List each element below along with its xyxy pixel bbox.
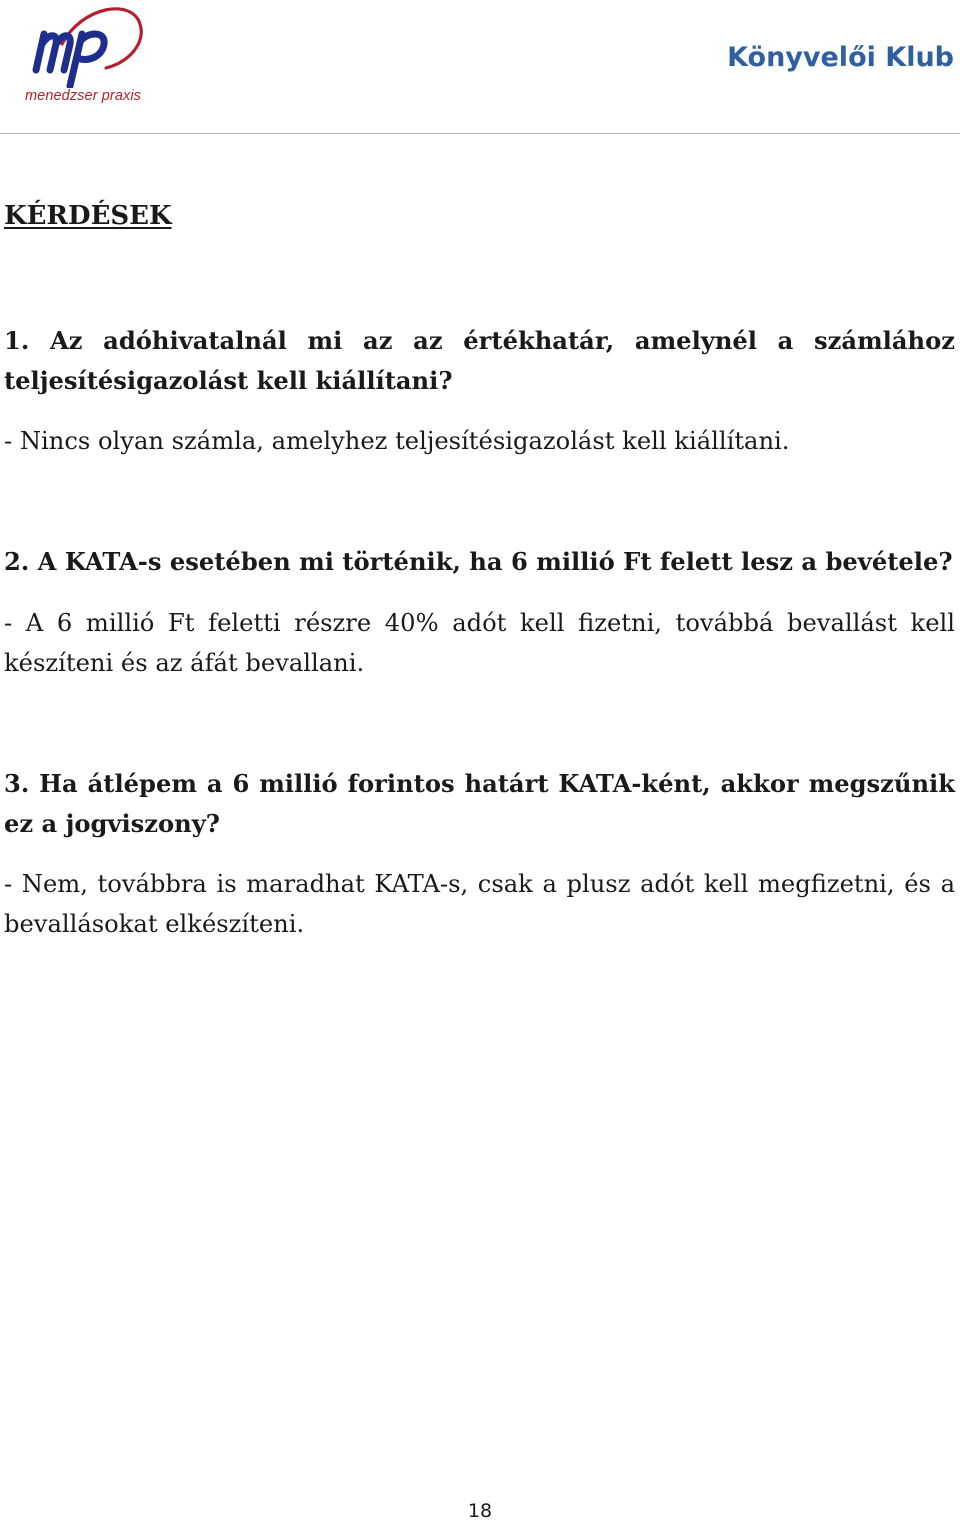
question-3: 3. Ha átlépem a 6 millió forintos határt KATA-ként, akkor megszűnik ez a jogviszony? — [4, 769, 955, 838]
question-1: 1. Az adóhivatalnál mi az az értékhatár, amelynél a számlához teljesítésigazolást kell kiállítani? — [4, 326, 955, 395]
question-2: 2. A KATA-s esetében mi történik, ha 6 millió Ft felett lesz a bevétele? — [4, 547, 953, 576]
mp-logo-mark-icon — [22, 4, 152, 88]
section-heading: KÉRDÉSEK — [4, 201, 172, 231]
page-number: 18 — [467, 1500, 493, 1522]
header-divider — [0, 133, 960, 134]
page-header — [0, 0, 960, 134]
answer-3: - Nem, továbbra is maradhat KATA-s, csak a plusz adót kell megfizetni, és a bevallásokat elkészíteni. — [4, 870, 955, 938]
answer-1: - Nincs olyan számla, amelyhez teljesítésigazolást kell kiállítani. — [4, 427, 790, 455]
club-title: Könyvelői Klub — [727, 42, 954, 73]
answer-2: - A 6 millió Ft feletti részre 40% adót kell fizetni, továbbá bevallást kell készíteni és az áfát bevallani. — [4, 609, 955, 677]
menedzser-praxis-logo — [22, 4, 152, 108]
logo-caption: menedzser praxis — [25, 88, 142, 104]
